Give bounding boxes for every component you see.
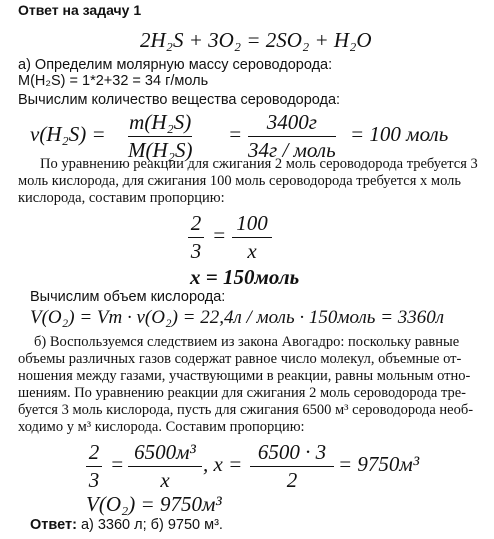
answer-label: Ответ: — [30, 517, 77, 533]
fraction-numerator: 6500м³ — [134, 440, 196, 464]
equals-sign: = — [228, 122, 243, 146]
x-result: x = 150моль — [190, 265, 300, 289]
answer-line — [30, 517, 223, 533]
fraction-numerator: 2 — [88, 440, 100, 464]
fraction-bar — [188, 237, 204, 238]
fraction-denominator: M(H₂S) — [128, 138, 193, 162]
paragraph-line: объемы различных газов содержат равное число молекул, объемные от- — [18, 351, 462, 367]
nu-lhs: ν(H₂S) = — [30, 122, 106, 146]
answer-text: а) 3360 л; б) 9750 м³. — [80, 517, 223, 533]
part-a-intro: а) Определим молярную массу сероводорода: — [18, 57, 333, 73]
reaction-lhs: 2H₂S + 3O₂ — [140, 28, 242, 52]
fraction-numerator: 2 — [190, 211, 202, 235]
fraction-bar — [128, 136, 192, 137]
reaction-rhs: = 2SO₂ + H₂O — [246, 28, 372, 52]
fraction-denominator: 34г / моль — [248, 138, 336, 162]
nu-result: = 100 моль — [350, 122, 449, 146]
part-a-quantity-intro: Вычислим количество вещества сероводорода: — [18, 92, 341, 108]
fraction-bar — [248, 136, 336, 137]
paragraph-line: По уравнению реакции для сжигания 2 моль сероводорода требуется 3 — [40, 156, 478, 172]
volume-equation: V(O₂) = Vm · ν(O₂) = 22,4л / моль · 150моль = 3360л — [30, 307, 445, 328]
fraction-denominator: 3 — [190, 239, 202, 263]
volume-result: V(O₂) = 9750м³ — [86, 492, 222, 516]
volume-intro: Вычислим объем кислорода: — [30, 289, 226, 305]
fraction-numerator: 100 — [236, 211, 268, 235]
fraction-denominator: x — [247, 239, 257, 263]
paragraph-line: моль кислорода, для сжигания 100 моль сероводорода требуется х моль — [18, 173, 461, 189]
fraction-numerator: 3400г — [266, 110, 317, 134]
fraction-denominator: 2 — [286, 468, 298, 492]
x-equals: , x = — [203, 452, 243, 476]
paragraph-line: буется 3 моль кислорода, пусть для сжигания 6500 м³ сероводорода необ- — [18, 402, 474, 418]
fraction-numerator: 6500 · 3 — [257, 440, 327, 464]
molar-mass-line: M(H₂S) = 1*2+32 = 34 г/моль — [18, 73, 209, 89]
paragraph-line: ношения между газами, участвующими в реакции, равны мольным отно- — [18, 368, 471, 384]
proportion-fraction-left — [188, 211, 204, 264]
fraction-bar — [86, 466, 102, 467]
paragraph-line: ходимо у м³ кислорода. Составим пропорцию: — [18, 419, 305, 435]
fraction-bar — [128, 466, 202, 467]
proportion-fraction-right — [232, 211, 272, 264]
fraction-bar — [250, 466, 334, 467]
equals-sign: = — [212, 223, 227, 247]
proportion-result: = 9750м³ — [338, 452, 420, 476]
proportion-fraction-right — [250, 440, 334, 493]
reaction-equation — [140, 28, 372, 53]
fraction-bar — [232, 237, 272, 238]
proportion-fraction-left — [86, 440, 102, 493]
paragraph-line: шениям. По уравнению реакции для сжигания 2 моль сероводорода тре- — [18, 385, 466, 401]
paragraph-line: кислорода, составим пропорцию: — [18, 190, 225, 206]
proportion-fraction-middle — [128, 440, 202, 493]
page-title: Ответ на задачу 1 — [18, 2, 142, 18]
equals-sign: = — [110, 452, 125, 476]
fraction-numerator: m(H₂S) — [129, 110, 192, 134]
paragraph-line: б) Воспользуемся следствием из закона Авогадро: поскольку равные — [34, 334, 460, 350]
fraction-denominator: 3 — [88, 468, 100, 492]
fraction-denominator: x — [160, 468, 170, 492]
